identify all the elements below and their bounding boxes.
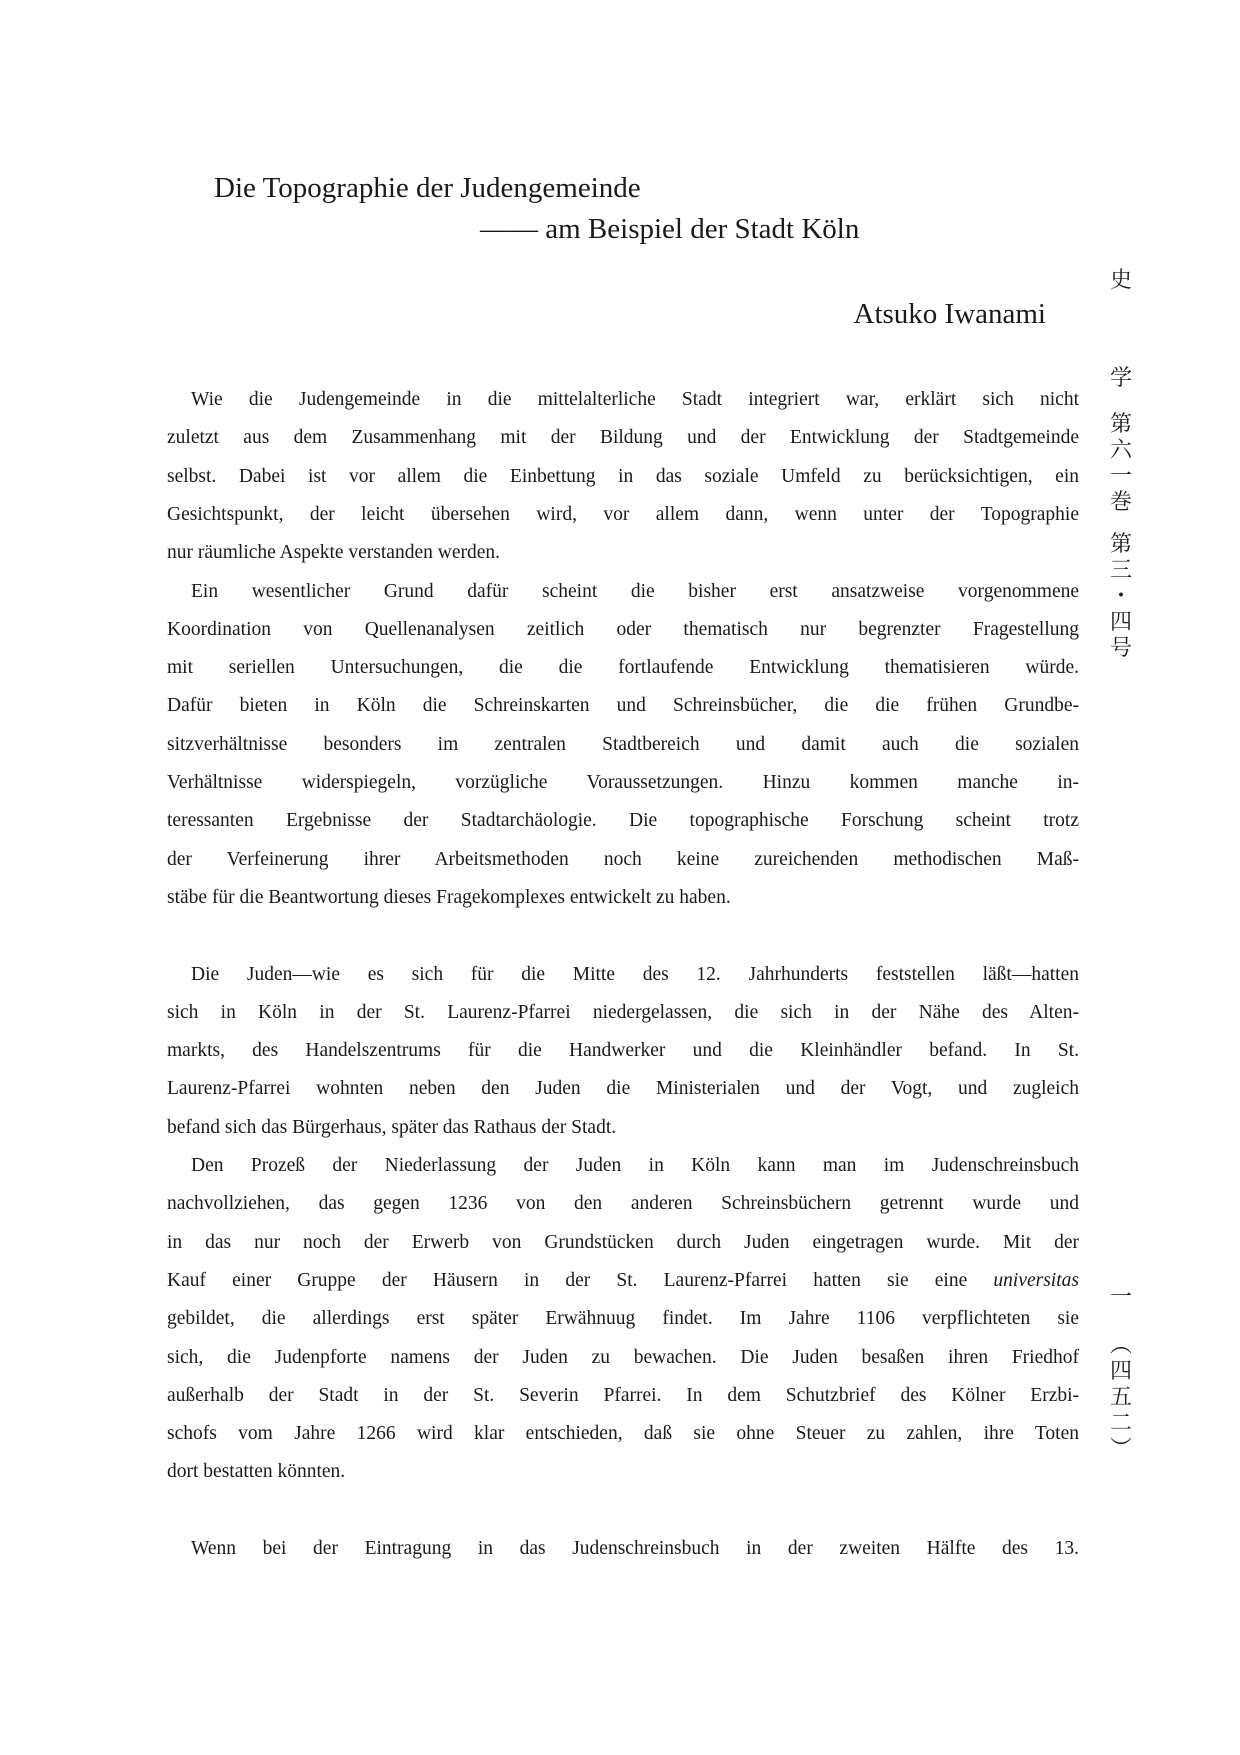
- title-line-2: —— am Beispiel der Stadt Köln: [480, 213, 860, 245]
- paragraph-2-line: sitzverhältnisse besonders im zentralen Stadtbereich und damit auch die sozialen: [167, 733, 1079, 755]
- paragraph-5-line: Wenn bei der Eintragung in das Judenschreinsbuch in der zweiten Hälfte des 13.: [191, 1538, 1079, 1559]
- paragraph-1-line: Gesichtspunkt, der leicht übersehen wird, vor allem dann, wenn unter der Topographie: [167, 503, 1079, 525]
- paragraph-4-line: Kauf einer Gruppe der Häusern in der St. Laurenz-Pfarrei hatten sie eine universitas: [167, 1269, 1079, 1291]
- paragraph-3-line: markts, des Handelszentrums für die Handwerker und die Kleinhändler befand. In St.: [167, 1040, 1079, 1062]
- paragraph-4-line: in das nur noch der Erwerb von Grundstücken durch Juden eingetragen wurde. Mit der: [167, 1231, 1079, 1253]
- paragraph-4-line: nachvollziehen, das gegen 1236 von den anderen Schreinsbüchern getrennt wurde und: [167, 1193, 1079, 1215]
- italic-term: universitas: [993, 1269, 1079, 1291]
- author: Atsuko Iwanami: [853, 298, 1046, 330]
- paragraph-3-line: Die Juden—wie es sich für die Mitte des 12. Jahrhunderts feststellen läßt—hatten: [191, 963, 1079, 985]
- paragraph-1-line: zuletzt aus dem Zusammenhang mit der Bildung und der Entwicklung der Stadtgemeinde: [167, 427, 1079, 449]
- paragraph-2-line: Dafür bieten in Köln die Schreinskarten und Schreinsbücher, die die frühen Grundbe-: [167, 695, 1079, 717]
- paragraph-2-line: stäbe für die Beantwortung dieses Fragekomplexes entwickelt zu haben.: [167, 886, 731, 908]
- paragraph-2-line: teressanten Ergebnisse der Stadtarchäologie. Die topographische Forschung scheint trotz: [167, 810, 1079, 832]
- paragraph-1-line: nur räumliche Aspekte verstanden werden.: [167, 542, 501, 564]
- margin-volume: 第 六 一 巻: [1109, 412, 1132, 515]
- paragraph-3-line: sich in Köln in der St. Laurenz-Pfarrei niedergelassen, die sich in der Nähe des Alten-: [167, 1001, 1079, 1023]
- paragraph-1-line: Wie die Judengemeinde in die mittelalterliche Stadt integriert war, erklärt sich nicht: [191, 389, 1079, 410]
- title-line-1: Die Topographie der Judengemeinde: [214, 172, 641, 204]
- paragraph-4-line: schofs vom Jahre 1266 wird klar entschieden, daß sie ohne Steuer zu zahlen, ihre Toten: [167, 1423, 1079, 1445]
- paragraph-2-line: mit seriellen Untersuchungen, die die fortlaufende Entwicklung thematisieren würde.: [167, 657, 1079, 679]
- paragraph-2-line: Ein wesentlicher Grund dafür scheint die bisher erst ansatzweise vorgenommene: [191, 580, 1079, 602]
- paragraph-4-line: Den Prozeß der Niederlassung der Juden in Köln kann man im Judenschreinsbuch: [191, 1155, 1079, 1176]
- paragraph-3-line: Laurenz-Pfarrei wohnten neben den Juden die Ministerialen und der Vogt, und zugleich: [167, 1078, 1079, 1100]
- paragraph-4-line: dort bestatten könnten.: [167, 1461, 346, 1483]
- paragraph-3-line: befand sich das Bürgerhaus, später das Rathaus der Stadt.: [167, 1116, 617, 1138]
- margin-page-number: 一 ︵ 四 五 二 ︶: [1109, 1285, 1132, 1462]
- margin-journal-char-1: 史: [1109, 268, 1132, 293]
- paragraph-2-line: Koordination von Quellenanalysen zeitlich oder thematisch nur begrenzter Fragestellung: [167, 618, 1079, 640]
- paragraph-4-line: gebildet, die allerdings erst später Erwähnuug findet. Im Jahre 1106 verpflichteten sie: [167, 1308, 1079, 1330]
- margin-journal-char-2: 学: [1109, 366, 1132, 391]
- margin-issue: 第 三 ・ 四 号: [1109, 532, 1132, 661]
- paragraph-1-line: selbst. Dabei ist vor allem die Einbettung in das soziale Umfeld zu berücksichtigen, ein: [167, 465, 1079, 487]
- paragraph-2-line: Verhältnisse widerspiegeln, vorzügliche Voraussetzungen. Hinzu kommen manche in-: [167, 772, 1079, 793]
- paragraph-4-line: außerhalb der Stadt in der St. Severin Pfarrei. In dem Schutzbrief des Kölner Erzbi-: [167, 1384, 1079, 1406]
- paragraph-4-line: sich, die Judenpforte namens der Juden zu bewachen. Die Juden besaßen ihren Friedhof: [167, 1346, 1079, 1368]
- paragraph-2-line: der Verfeinerung ihrer Arbeitsmethoden noch keine zureichenden methodischen Maß-: [167, 848, 1079, 870]
